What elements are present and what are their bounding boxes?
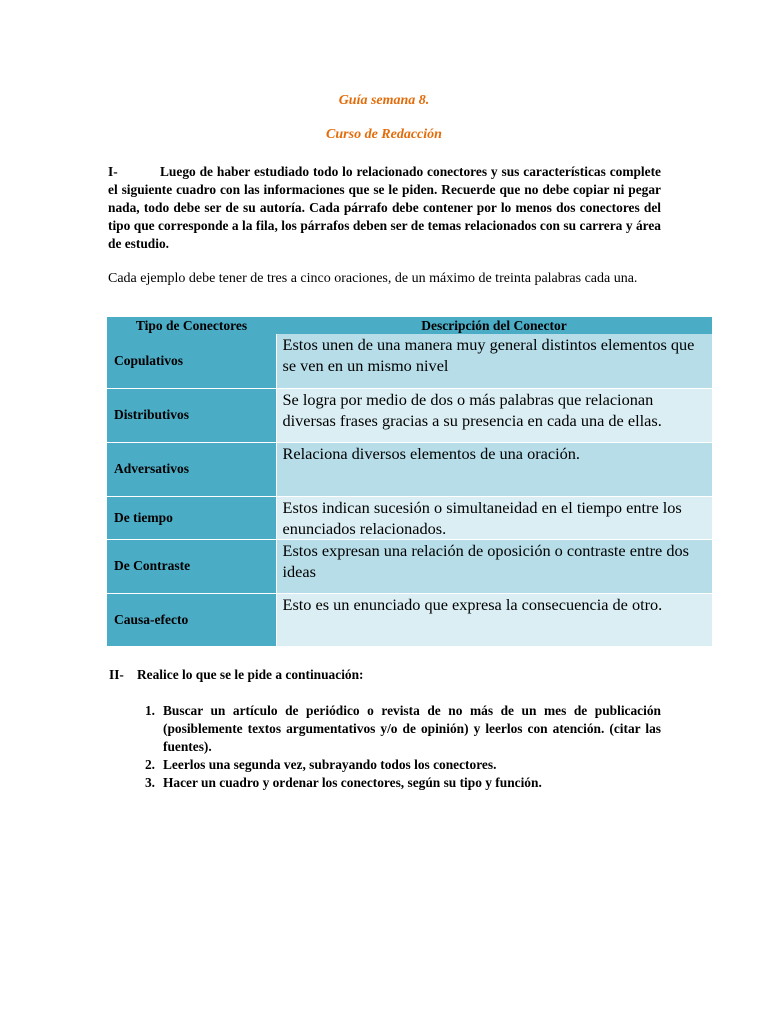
task-number: 1. (144, 703, 155, 718)
connector-type: Causa-efecto (107, 593, 276, 646)
connector-description (276, 442, 712, 496)
connector-description (276, 388, 712, 442)
description-text: Estos expresan una relación de oposición o contraste entre dos ideas (282, 540, 689, 581)
task-number: 3. (144, 775, 155, 790)
document-subtitle: Curso de Redacción (326, 127, 442, 142)
table-row (107, 593, 712, 646)
list-item (108, 756, 661, 774)
section-2-heading (109, 667, 364, 683)
task-number: 2. (144, 757, 155, 772)
description-text: Relaciona diversos elementos de una oración. (282, 443, 580, 463)
connector-description (276, 334, 712, 388)
table-row (107, 388, 712, 442)
task-text: Hacer un cuadro y ordenar los conectores, según su tipo y función. (163, 775, 542, 790)
table-row (107, 539, 712, 593)
connectors-table (107, 317, 712, 647)
section-1-text: Luego de haber estudiado todo lo relacionado conectores y sus características complete el siguiente cuadro con las informaciones que se le piden. Recuerde que no debe copiar ni pegar nada, todo debe ser de su autoría. Cada párrafo debe contener por lo menos dos conectores del tipo que corresponde a la fila, los párrafos deben ser de temas relacionados con su carrera y área de estudio. (108, 164, 661, 251)
task-text: Buscar un artículo de periódico o revista de no más de un mes de publicación (posiblemente textos argumentativos y/o de opinión) y leerlos con atención. (citar las fuentes). (163, 703, 661, 754)
table-header-row (107, 317, 712, 334)
connector-type: Copulativos (107, 334, 276, 388)
connector-description (276, 593, 712, 646)
description-text: Esto es un enunciado que expresa la consecuencia de otro. (282, 594, 663, 614)
connector-description (276, 496, 712, 539)
table-row (107, 496, 712, 539)
document-title: Guía semana 8. (338, 93, 430, 108)
header-description: Descripción del Conector (276, 317, 712, 334)
section-2-text: Realice lo que se le pide a continuación: (137, 667, 364, 682)
list-item (108, 702, 661, 756)
header-type: Tipo de Conectores (107, 317, 276, 334)
connector-type: De tiempo (107, 496, 276, 539)
description-text: Estos unen de una manera muy general distintos elementos que se ven en un mismo nivel (282, 335, 695, 375)
section-1-numeral: I- (108, 164, 118, 179)
connector-type: Adversativos (107, 442, 276, 496)
connector-description (276, 539, 712, 593)
connector-type: De Contraste (107, 539, 276, 593)
list-item (108, 774, 661, 792)
table-row (107, 442, 712, 496)
description-text: Estos indican sucesión o simultaneidad en el tiempo entre los enunciados relacionados. (282, 497, 682, 538)
connector-type: Distributivos (107, 388, 276, 442)
section-2-numeral: II- (109, 667, 124, 682)
task-list (108, 702, 661, 792)
table-row (107, 334, 712, 388)
section-1-note: Cada ejemplo debe tener de tres a cinco oraciones, de un máximo de treinta palabras cada una. (108, 271, 638, 286)
task-text: Leerlos una segunda vez, subrayando todos los conectores. (163, 757, 497, 772)
section-1-instructions (108, 163, 661, 253)
description-text: Se logra por medio de dos o más palabras que relacionan diversas frases gracias a su presencia en cada una de ellas. (282, 389, 662, 430)
